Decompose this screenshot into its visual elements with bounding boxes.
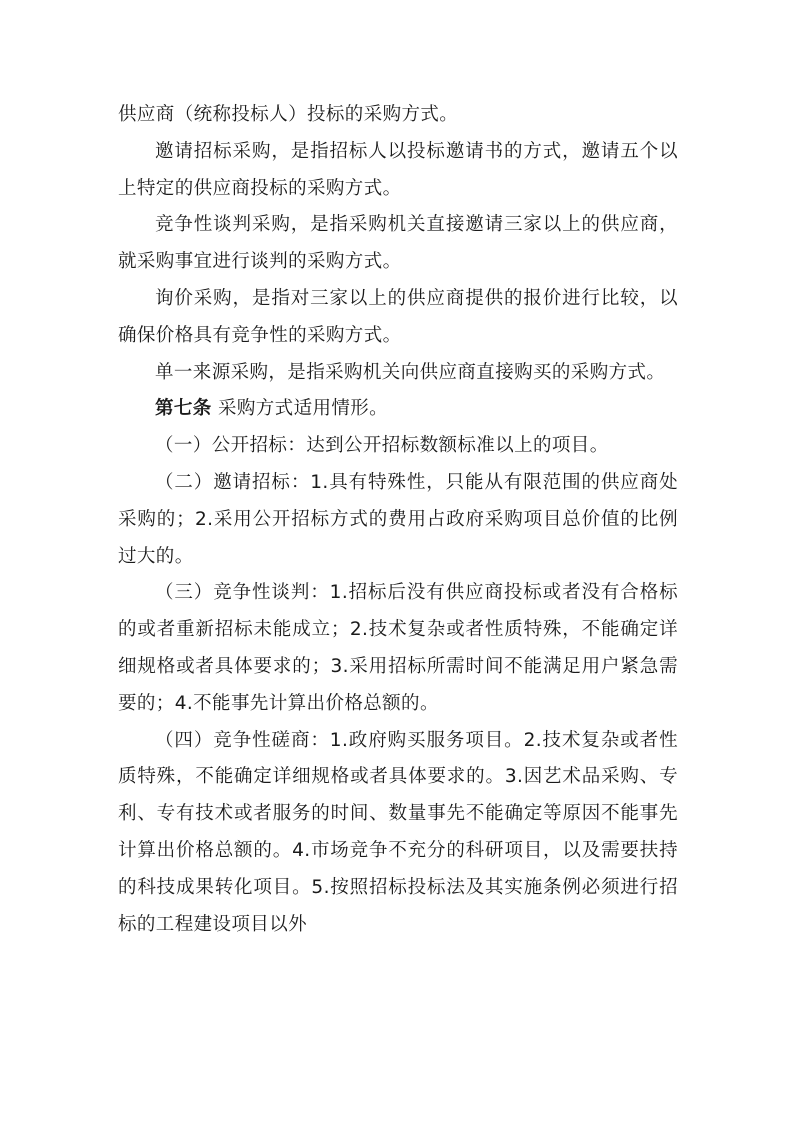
paragraph-article-seven bbox=[118, 391, 678, 428]
document-body bbox=[118, 97, 678, 943]
paragraph-item-1: （一）公开招标：达到公开招标数额标准以上的项目。 bbox=[155, 435, 609, 457]
paragraph-single-source: 单一来源采购，是指采购机关向供应商直接购买的采购方式。 bbox=[155, 361, 666, 383]
paragraph-invited-tender: 邀请招标采购，是指招标人以投标邀请书的方式，邀请五个以上特定的供应商投标的采购方式。 bbox=[118, 140, 678, 199]
paragraph-item-3: （三）竞争性谈判：1.招标后没有供应商投标或者没有合格标的或者重新招标未能成立；2.技术复杂或者性质特殊，不能确定详细规格或者具体要求的；3.采用招标所需时间不能满足用户紧急需要的；4.不能事先计算出价格总额的。 bbox=[118, 582, 678, 714]
article-label: 第七条 bbox=[155, 398, 212, 420]
paragraph-competitive-negotiation: 竞争性谈判采购，是指采购机关直接邀请三家以上的供应商，就采购事宜进行谈判的采购方式。 bbox=[118, 214, 678, 273]
paragraph-inquiry-procurement: 询价采购，是指对三家以上的供应商提供的报价进行比较，以确保价格具有竞争性的采购方式。 bbox=[118, 287, 678, 346]
article-title: 采购方式适用情形。 bbox=[211, 398, 389, 420]
paragraph-item-4: （四）竞争性磋商：1.政府购买服务项目。2.技术复杂或者性质特殊，不能确定详细规格或者具体要求的。3.因艺术品采购、专利、专有技术或者服务的时间、数量事先不能确定等原因不能事先计算出价格总额的。4.市场竞争不充分的科研项目，以及需要扶持的科技成果转化项目。5.按照招标投标法及其实施条例必须进行招标的工程建设项目以外 bbox=[118, 729, 678, 935]
paragraph-procurement-method-tail: 供应商（统称投标人）投标的采购方式。 bbox=[118, 104, 459, 125]
paragraph-item-2: （二）邀请招标：1.具有特殊性，只能从有限范围的供应商处采购的；2.采用公开招标方式的费用占政府采购项目总价值的比例过大的。 bbox=[118, 471, 678, 567]
